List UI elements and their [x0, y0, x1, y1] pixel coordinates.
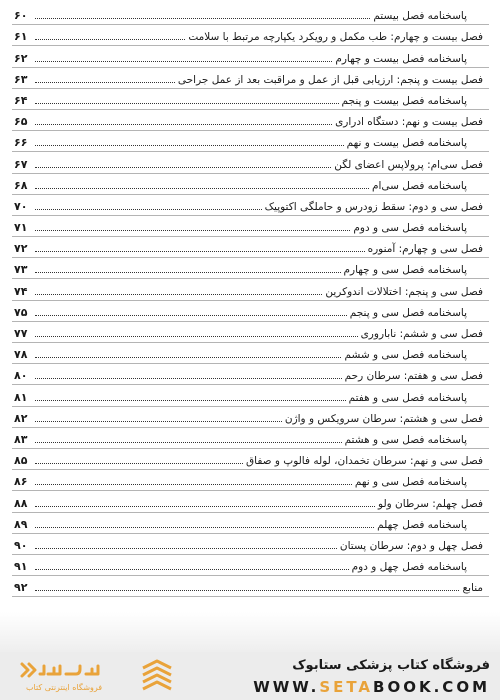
toc-leader-dots — [35, 38, 185, 40]
toc-row[interactable] — [12, 470, 489, 491]
toc-page-number: ۸۲ — [14, 411, 28, 425]
toc-title: فصل چهلم: سرطان ولو — [378, 497, 483, 510]
toc-title: پاسخنامه فصل سی و ششم — [344, 349, 467, 362]
toc-leader-dots — [35, 505, 375, 507]
toc-row[interactable] — [12, 385, 489, 406]
toc-page-number: ۶۰ — [14, 9, 28, 23]
toc-row[interactable] — [12, 195, 489, 216]
toc-leader-dots — [35, 547, 337, 549]
toc-title: پاسخنامه فصل سی و هشتم — [344, 433, 467, 446]
toc-row[interactable] — [12, 513, 489, 534]
toc-page-number: ۷۰ — [14, 199, 28, 213]
toc-page-number: ۷۳ — [14, 263, 28, 277]
toc-page-number: ۸۱ — [14, 390, 28, 404]
toc-row[interactable] — [12, 534, 489, 555]
toc-row[interactable] — [12, 110, 489, 131]
toc-page-number: ۸۹ — [14, 517, 28, 531]
toc-row[interactable] — [12, 237, 489, 258]
url-prefix: WWW. — [253, 678, 320, 696]
toc-leader-dots — [35, 229, 350, 231]
logo-tagline: فروشگاه اینترنتی کتاب — [26, 683, 103, 692]
toc-row[interactable] — [12, 89, 489, 110]
toc-title: پاسخنامه فصل سی و دوم — [353, 222, 467, 235]
toc-leader-dots — [35, 271, 341, 273]
toc-row[interactable] — [12, 174, 489, 195]
toc-row[interactable] — [12, 428, 489, 449]
toc-title: فصل بیست و نهم: دستگاه ادراری — [335, 116, 483, 129]
toc-title: فصل سی و دوم: سقط زودرس و حاملگی اکتوپیک — [264, 200, 483, 213]
page-bottom-fade — [0, 612, 500, 652]
toc-row[interactable] — [12, 364, 489, 385]
toc-leader-dots — [35, 123, 332, 125]
toc-page-number: ۸۸ — [14, 496, 28, 510]
toc-leader-dots — [35, 377, 342, 379]
toc-page-number: ۷۴ — [14, 284, 28, 298]
toc-page-number: ۹۰ — [14, 538, 28, 552]
toc-row[interactable] — [12, 152, 489, 173]
url-accent: SETA — [319, 678, 374, 696]
toc-leader-dots — [35, 314, 347, 316]
toc-title: فصل بیست و چهارم: طب مکمل و رویکرد یکپارچه مرتبط با سلامت — [188, 31, 483, 44]
toc-row[interactable] — [12, 258, 489, 279]
toc-title: فصل سی‌ام: پرولاپس اعضای لگن — [334, 158, 483, 171]
toc-leader-dots — [35, 568, 349, 570]
toc-leader-dots — [35, 166, 331, 168]
toc-leader-dots — [35, 17, 370, 19]
toc-leader-dots — [35, 526, 374, 528]
toc-leader-dots — [35, 399, 346, 401]
toc-page-number: ۷۵ — [14, 305, 28, 319]
toc-title: پاسخنامه فصل چهلم — [377, 518, 467, 531]
toc-page-number: ۷۱ — [14, 221, 28, 235]
toc-row[interactable] — [12, 4, 489, 25]
toc-title: پاسخنامه فصل بیست و چهارم — [335, 52, 467, 65]
toc-page-number: ۶۴ — [14, 93, 28, 107]
toc-page-number: ۸۰ — [14, 369, 28, 383]
toc-title: فصل سی و پنجم: اختلالات اندوکرین — [325, 285, 483, 298]
toc-title: فصل سی و ششم: ناباروری — [360, 328, 483, 340]
toc-page-number: ۶۳ — [14, 72, 28, 86]
toc-title: فصل سی و هشتم: سرطان سرویکس و واژن — [284, 412, 483, 425]
toc-leader-dots — [35, 144, 344, 146]
toc-title: پاسخنامه فصل سی و پنجم — [349, 306, 467, 319]
toc-page-number: ۶۵ — [14, 115, 28, 129]
table-of-contents — [12, 4, 489, 597]
toc-title: پاسخنامه فصل بیست و پنجم — [341, 94, 467, 107]
toc-leader-dots — [35, 250, 365, 252]
toc-page-number: ۹۲ — [14, 581, 28, 595]
toc-page-number: ۶۱ — [14, 30, 28, 44]
toc-page-number: ۸۵ — [14, 454, 28, 468]
toc-row[interactable] — [12, 555, 489, 576]
toc-title: فصل سی و چهارم: آمنوره — [367, 243, 483, 256]
toc-leader-dots — [35, 293, 322, 295]
toc-title: پاسخنامه فصل بیستم — [373, 10, 467, 23]
toc-page-number: ۶۲ — [14, 51, 28, 65]
toc-title: پاسخنامه فصل چهل و دوم — [351, 561, 467, 574]
toc-leader-dots — [35, 483, 352, 485]
toc-leader-dots — [35, 335, 358, 337]
toc-title: پاسخنامه فصل سی‌ام — [371, 179, 467, 192]
toc-page-number: ۸۶ — [14, 475, 28, 489]
toc-row[interactable] — [12, 343, 489, 364]
toc-leader-dots — [35, 102, 339, 104]
toc-title: منابع — [462, 582, 483, 595]
toc-leader-dots — [35, 356, 341, 358]
toc-leader-dots — [35, 187, 369, 189]
toc-page-number: ۸۳ — [14, 432, 28, 446]
url-suffix: BOOK.COM — [373, 678, 490, 696]
toc-leader-dots — [35, 208, 262, 210]
shop-url[interactable] — [253, 678, 490, 696]
toc-page-number: ۷۸ — [14, 348, 28, 362]
toc-title: فصل بیست و پنجم: ارزیابی قبل از عمل و مراقبت بعد از عمل جراحی — [177, 73, 483, 86]
toc-row[interactable] — [12, 279, 489, 300]
toc-title: فصل چهل و دوم: سرطان پستان — [339, 539, 483, 552]
book-icon — [140, 658, 174, 696]
toc-title: فصل سی و نهم: سرطان تخمدان، لوله فالوپ و صفاق — [245, 455, 483, 468]
toc-row[interactable] — [12, 322, 489, 343]
toc-page-number: ۷۲ — [14, 242, 28, 256]
toc-title: پاسخنامه فصل سی و نهم — [354, 476, 467, 489]
toc-leader-dots — [35, 462, 243, 464]
toc-row[interactable] — [12, 576, 489, 597]
toc-title: پاسخنامه فصل سی و چهارم — [343, 264, 467, 277]
toc-page-number: ۷۷ — [14, 327, 28, 340]
toc-leader-dots — [35, 420, 282, 422]
toc-page-number: ۶۷ — [14, 157, 28, 171]
toc-title: فصل سی و هفتم: سرطان رحم — [344, 370, 483, 383]
toc-row[interactable] — [12, 46, 489, 67]
toc-page-number: ۶۶ — [14, 136, 28, 150]
shop-title: فروشگاه کتاب پزشکی ستابوک — [292, 658, 490, 673]
toc-row[interactable] — [12, 68, 489, 89]
toc-row[interactable] — [12, 216, 489, 237]
toc-leader-dots — [35, 589, 459, 591]
toc-page-number: ۹۱ — [14, 560, 28, 574]
toc-leader-dots — [35, 60, 332, 62]
toc-page-number: ۶۸ — [14, 178, 28, 192]
toc-row[interactable] — [12, 131, 489, 152]
toc-row[interactable] — [12, 491, 489, 512]
toc-row[interactable] — [12, 301, 489, 322]
toc-leader-dots — [35, 81, 175, 83]
toc-title: پاسخنامه فصل بیست و نهم — [346, 137, 467, 150]
toc-row[interactable] — [12, 25, 489, 46]
toc-leader-dots — [35, 441, 342, 443]
toc-title: پاسخنامه فصل سی و هفتم — [348, 391, 467, 404]
toc-row[interactable] — [12, 449, 489, 470]
toc-row[interactable] — [12, 407, 489, 428]
